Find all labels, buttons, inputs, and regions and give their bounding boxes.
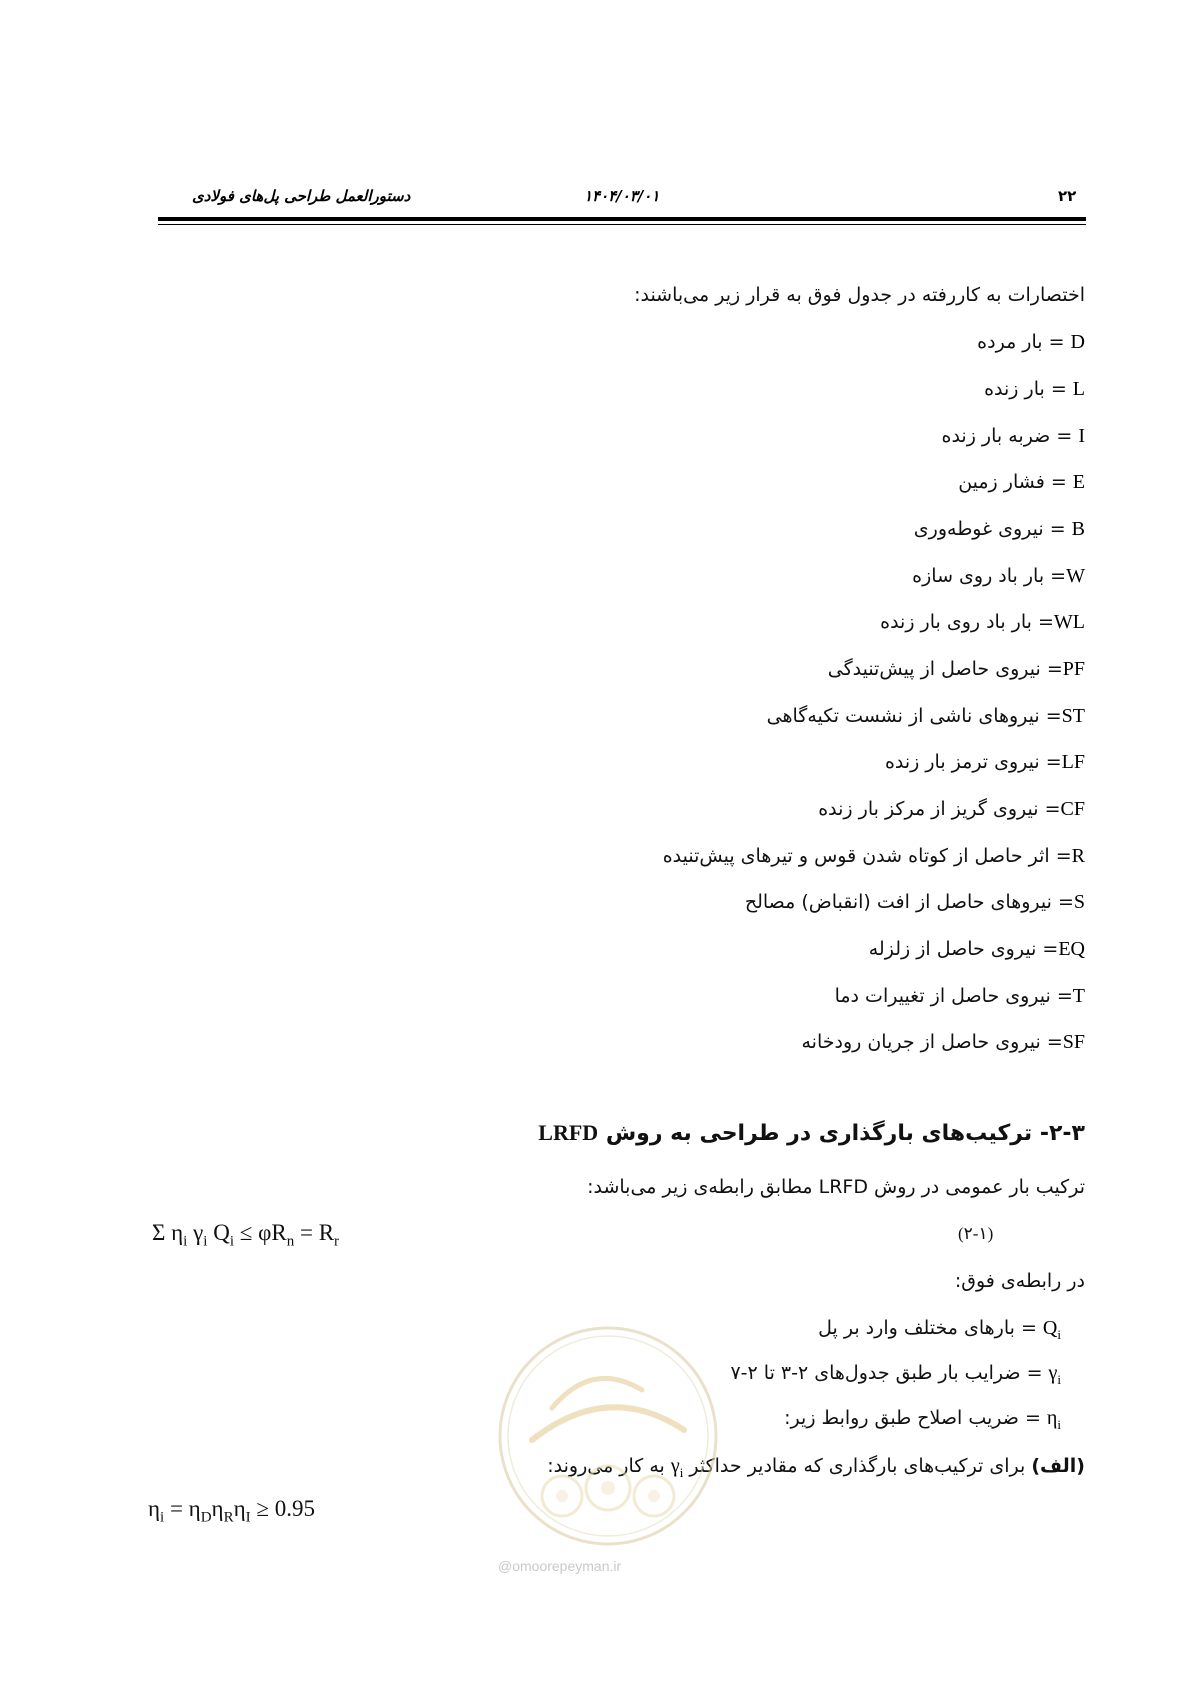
abbreviation-text: نیروی حاصل از زلزله: [868, 938, 1037, 960]
definition-text: ضرایب بار طبق جدول‌های ۲-۳ تا ۲-۷: [730, 1362, 1021, 1384]
abbreviation-text: بار باد روی سازه: [912, 565, 1045, 587]
abbreviation-separator: =: [1042, 331, 1071, 353]
abbreviation-separator: =: [1044, 378, 1073, 400]
abbreviation-separator: =: [1044, 565, 1067, 587]
abbreviation-text: نیروی گریز از مرکز بار زنده: [818, 798, 1039, 820]
abbreviation-code: WL: [1053, 611, 1085, 633]
abbreviation-separator: =: [1039, 751, 1062, 773]
abbreviation-item: [958, 472, 1085, 492]
abbreviation-code: D: [1070, 331, 1085, 353]
abbreviation-item: [942, 426, 1086, 446]
equation-1: Σ $\eta_i$ $\gamma_i$ $Q_i \le \varphi R_n = R_r$: [152, 1220, 340, 1250]
abbreviation-item: [914, 519, 1085, 539]
abbreviation-item: [912, 566, 1085, 586]
abbreviation-item: [869, 939, 1085, 959]
abbreviation-item: [767, 706, 1085, 726]
watermark-caption: @omoorepeyman.ir: [498, 1558, 622, 1574]
abbreviation-text: نیروی حاصل از جریان رودخانه: [801, 1031, 1041, 1053]
header-rule-thick: [158, 217, 1086, 221]
section-heading: [538, 1122, 1085, 1145]
abbreviation-separator: =: [1031, 611, 1054, 633]
abbreviation-separator: =: [1049, 845, 1072, 867]
abbreviation-code: L: [1072, 378, 1085, 400]
abbreviation-code: PF: [1062, 658, 1085, 680]
abbreviation-code: SF: [1062, 1031, 1085, 1053]
case-a-text-2: به کار می‌روند:: [547, 1455, 665, 1477]
abbreviation-code: ST: [1061, 705, 1085, 727]
equation-2: $\eta_i = \eta_D\eta_R\eta_I \ge 0.95$: [148, 1496, 315, 1526]
watermark-logo: [492, 1320, 724, 1552]
abbreviation-item: [801, 1032, 1085, 1052]
abbreviation-code: R: [1071, 845, 1085, 867]
abbreviations-intro: اختصارات به کاررفته در جدول فوق به قرار زیر می‌باشند:: [634, 284, 1085, 306]
equation-number: (۲-۱): [958, 1224, 994, 1243]
abbreviation-code: T: [1072, 985, 1085, 1007]
abbreviation-separator: =: [1040, 658, 1063, 680]
abbreviation-separator: =: [1038, 798, 1061, 820]
abbreviation-text: نیروی غوطه‌وری: [913, 518, 1044, 540]
abbreviation-item: [818, 799, 1085, 819]
abbreviation-text: ضربه بار زنده: [941, 425, 1051, 447]
where-label: در رابطه‌ی فوق:: [954, 1270, 1085, 1292]
section-method: LRFD: [538, 1120, 599, 1145]
definition-text: بارهای مختلف وارد بر پل: [818, 1317, 1015, 1339]
abbreviation-separator: =: [1050, 425, 1079, 447]
abbreviation-code: B: [1071, 518, 1085, 540]
abbreviation-code: I: [1078, 425, 1085, 447]
abbreviation-item: [745, 892, 1085, 912]
abbreviation-separator: =: [1039, 705, 1062, 727]
page-number: ۲۲: [1058, 187, 1077, 205]
abbreviation-text: بار باد روی بار زنده: [880, 611, 1032, 633]
definition-symbol: $\gamma_i$: [1048, 1362, 1061, 1387]
abbreviation-separator: =: [1043, 518, 1072, 540]
document-date: ۱۴۰۴/۰۳/۰۱: [584, 187, 660, 205]
abbreviation-separator: =: [1036, 938, 1059, 960]
definition-item: $\eta_i$ = ضریب اصلاح طبق روابط زیر:: [784, 1407, 1061, 1432]
abbreviation-separator: =: [1044, 471, 1073, 493]
header-rule-thin: [158, 224, 1086, 225]
abbreviation-text: بار زنده: [984, 378, 1045, 400]
case-a-text: برای ترکیب‌های بارگذاری که مقادیر حداکثر: [689, 1455, 1026, 1477]
abbreviation-text: نیروهای ناشی از نشست تکیه‌گاهی: [766, 705, 1040, 727]
definition-item: $Q_i$ = بارهای مختلف وارد بر پل: [818, 1317, 1061, 1342]
abbreviation-separator: =: [1050, 985, 1073, 1007]
abbreviation-item: [828, 659, 1085, 679]
abbreviation-item: [880, 612, 1085, 632]
abbreviation-text: اثر حاصل از کوتاه شدن قوس و تیرهای پیش‌تنیده: [662, 845, 1050, 867]
abbreviation-text: نیروی حاصل از تغییرات دما: [834, 985, 1051, 1007]
abbreviation-separator: =: [1051, 891, 1074, 913]
abbreviation-separator: =: [1040, 1031, 1063, 1053]
abbreviation-code: W: [1066, 565, 1085, 587]
abbreviation-item: [977, 332, 1085, 352]
abbreviation-item: [835, 986, 1085, 1006]
section-title: ترکیب‌های بارگذاری در طراحی به روش: [605, 1121, 1033, 1146]
abbreviation-code: EQ: [1058, 938, 1085, 960]
abbreviation-code: CF: [1060, 798, 1085, 820]
abbreviation-item: [663, 846, 1085, 866]
definition-symbol: $Q_i$: [1042, 1317, 1061, 1342]
abbreviation-code: E: [1072, 471, 1085, 493]
abbreviation-text: نیروهای حاصل از افت (انقباض) مصالح: [744, 891, 1052, 913]
case-a-label: (الف): [1031, 1455, 1085, 1477]
abbreviation-item: [984, 379, 1085, 399]
document-title: دستورالعمل طراحی پل‌های فولادی: [192, 187, 411, 205]
abbreviation-text: بار مرده: [977, 331, 1043, 353]
definition-symbol: $\eta_i$: [1046, 1407, 1061, 1432]
case-a-symbol: $\gamma_i$: [670, 1455, 684, 1480]
definition-item: $\gamma_i$ = ضرایب بار طبق جدول‌های ۲-۳ تا ۲-۷: [730, 1362, 1061, 1387]
definition-text: ضریب اصلاح طبق روابط زیر:: [784, 1407, 1019, 1429]
abbreviation-item: [885, 752, 1085, 772]
abbreviation-text: نیروی ترمز بار زنده: [884, 751, 1040, 773]
abbreviation-text: نیروی حاصل از پیش‌تنیدگی: [827, 658, 1041, 680]
abbreviation-text: فشار زمین: [958, 471, 1045, 493]
section-number: ۲-۳-: [1039, 1121, 1085, 1146]
section-intro: ترکیب بار عمومی در روش LRFD مطابق رابطه‌ی زیر می‌باشد:: [587, 1176, 1085, 1198]
abbreviation-code: S: [1073, 891, 1085, 913]
abbreviation-code: LF: [1061, 751, 1085, 773]
